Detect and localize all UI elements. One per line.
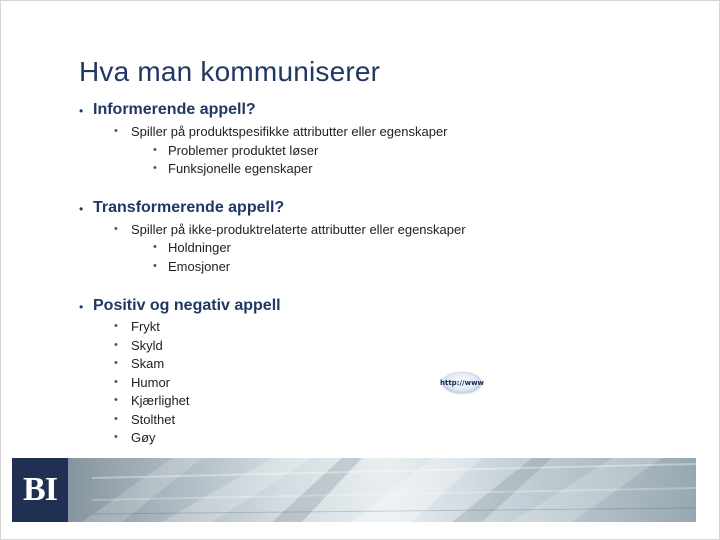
bullet-dot: • [114, 376, 118, 388]
sub-bullet-item: Funksjonelle egenskaper [168, 161, 313, 176]
bullet-dot: • [114, 357, 118, 369]
list-item: Humor [131, 375, 171, 390]
sub-bullet-item: Emosjoner [168, 259, 231, 274]
list-item: Stolthet [131, 412, 176, 427]
slide-title: Hva man kommuniserer [79, 56, 381, 87]
bullet-dot: • [153, 260, 157, 272]
footer-pattern [12, 458, 696, 522]
list-item: Frykt [131, 319, 160, 334]
bullet-dot: • [114, 339, 118, 351]
section-heading: Transformerende appell? [93, 199, 285, 216]
bullet-dot: • [114, 320, 118, 332]
bullet-dot: • [114, 223, 118, 235]
list-item: Gøy [131, 430, 156, 445]
bullet-dot: • [79, 202, 84, 216]
list-item: Skyld [131, 338, 163, 353]
bullet-dot: • [153, 241, 157, 253]
bullet-dot: • [114, 394, 118, 406]
bullet-item: Spiller på ikke-produktrelaterte attributter eller egenskaper [131, 222, 466, 237]
sub-bullet-item: Problemer produktet løser [168, 143, 319, 158]
web-link-icon[interactable]: http://www [443, 373, 481, 393]
bullet-dot: • [79, 104, 84, 118]
bullet-dot: • [114, 431, 118, 443]
sub-bullet-item: Holdninger [168, 240, 231, 255]
bullet-dot: • [114, 413, 118, 425]
bullet-dot: • [79, 300, 84, 314]
bullet-dot: • [114, 125, 118, 137]
bullet-dot: • [153, 162, 157, 174]
footer-architecture-image [12, 458, 696, 522]
section-heading: Informerende appell? [93, 101, 256, 118]
list-item: Skam [131, 356, 165, 371]
bi-logo [12, 458, 68, 522]
bullet-item: Spiller på produktspesifikke attributter eller egenskaper [131, 124, 448, 139]
bullet-dot: • [153, 144, 157, 156]
list-item: Kjærlighet [131, 393, 190, 408]
section-heading: Positiv og negativ appell [93, 297, 281, 314]
bi-logo-text: BI [23, 471, 57, 508]
